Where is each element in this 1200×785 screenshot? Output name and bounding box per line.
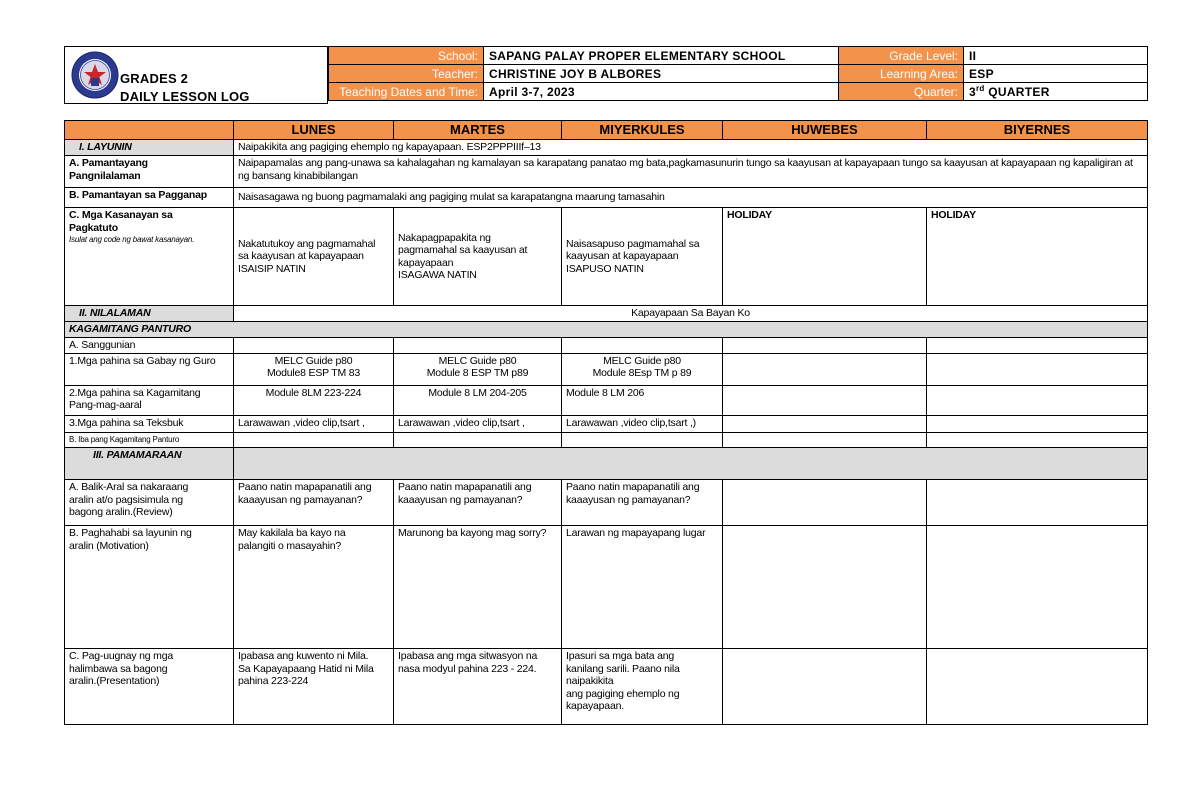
day-header-martes: MARTES xyxy=(394,121,562,140)
table-row xyxy=(65,448,1148,480)
quarter-num: 3 xyxy=(969,85,976,99)
iba-huwebes xyxy=(723,432,927,448)
iba-label: B. Iba pang Kagamitang Panturo xyxy=(65,432,234,448)
table-row xyxy=(65,140,1148,156)
kagamitan-label: KAGAMITANG PANTURO xyxy=(65,321,1148,337)
iba-martes xyxy=(394,432,562,448)
grade-level-value: II xyxy=(964,47,1148,65)
gabay-biyernes xyxy=(927,353,1148,385)
header-title-box xyxy=(64,46,328,104)
pamantayang-text: Naipapamalas ang pang-unawa sa kahalagahan ng kamalayan sa karapatang panatao mg bata,pagkamasunurin tungo sa kaayusan at kapayapaan tungo sa kaayusan at kapayapaan ng kapaligiran at ng bansang kinabibilangan xyxy=(234,156,1148,188)
school-value: SAPANG PALAY PROPER ELEMENTARY SCHOOL xyxy=(484,47,839,65)
gabay-label: 1.Mga pahina sa Gabay ng Guro xyxy=(65,353,234,385)
table-row xyxy=(65,526,1148,649)
paghahabi-lunes: May kakilala ba kayo na palangiti o masayahin? xyxy=(234,526,394,649)
nilalaman-label: II. NILALAMAN xyxy=(65,306,234,322)
table-row xyxy=(65,321,1148,337)
sanggunian-miyerkules xyxy=(562,337,723,353)
balik-miyerkules: Paano natin mapapanatili ang kaaayusan ng pamayanan? xyxy=(562,480,723,526)
kasanayan-biyernes: HOLIDAY xyxy=(927,208,1148,306)
kasanayan-label: C. Mga Kasanayan sa Pagkatuto xyxy=(69,209,173,234)
teksbuk-biyernes xyxy=(927,415,1148,432)
kagamitang-label: 2.Mga pahina sa Kagamitang Pang-mag-aaral xyxy=(65,385,234,415)
teacher-label: Teacher: xyxy=(329,65,484,83)
kasanayan-note: Isulat ang code ng bawat kasanayan. xyxy=(69,235,195,244)
gabay-miyerkules: MELC Guide p80 Module 8Esp TM p 89 xyxy=(562,353,723,385)
teacher-value: CHRISTINE JOY B ALBORES xyxy=(484,65,839,83)
day-header-huwebes: HUWEBES xyxy=(723,121,927,140)
table-row xyxy=(65,353,1148,385)
paghahabi-huwebes xyxy=(723,526,927,649)
iba-miyerkules xyxy=(562,432,723,448)
kagamitang-biyernes xyxy=(927,385,1148,415)
dates-label: Teaching Dates and Time: xyxy=(329,83,484,101)
quarter-rest: QUARTER xyxy=(984,85,1050,99)
day-header-biyernes: BIYERNES xyxy=(927,121,1148,140)
teksbuk-martes: Larawawan ,video clip,tsart , xyxy=(394,415,562,432)
balik-martes: Paano natin mapapanatili ang kaaayusan ng pamayanan? xyxy=(394,480,562,526)
table-row xyxy=(65,480,1148,526)
paghahabi-miyerkules: Larawan ng mapayapang lugar xyxy=(562,526,723,649)
kagamitang-miyerkules: Module 8 LM 206 xyxy=(562,385,723,415)
pamamaraan-label: III. PAMAMARAAN xyxy=(65,448,234,480)
pag-uugnay-huwebes xyxy=(723,649,927,725)
paghahabi-label: B. Paghahabi sa layunin ng aralin (Motivation) xyxy=(65,526,234,649)
pagganap-text: Naisasagawa ng buong pagmamalaki ang pagiging mulat sa karapatangna maarung tamasahin xyxy=(234,188,1148,208)
kasanayan-miyerkules: Naisasapuso pagmamahal sa kaayusan at kapayapaan ISAPUSO NATIN xyxy=(562,208,723,306)
balik-huwebes xyxy=(723,480,927,526)
table-row xyxy=(65,306,1148,322)
iba-lunes xyxy=(234,432,394,448)
sanggunian-lunes xyxy=(234,337,394,353)
header-info-table xyxy=(328,46,1148,101)
gabay-lunes: MELC Guide p80 Module8 ESP TM 83 xyxy=(234,353,394,385)
teksbuk-label: 3.Mga pahina sa Teksbuk xyxy=(65,415,234,432)
kagamitang-lunes: Module 8LM 223-224 xyxy=(234,385,394,415)
pamantayang-label: A. Pamantayang Pangnilalaman xyxy=(65,156,234,188)
deped-seal-icon xyxy=(71,51,119,99)
pag-uugnay-lunes: Ipabasa ang kuwento ni Mila. Sa Kapayapaang Hatid ni Mila pahina 223-224 xyxy=(234,649,394,725)
table-row xyxy=(65,156,1148,188)
table-row xyxy=(65,432,1148,448)
layunin-text: Naipakikita ang pagiging ehemplo ng kapayapaan. ESP2PPPIIIf–13 xyxy=(234,140,1148,156)
kasanayan-label-cell xyxy=(65,208,234,306)
grade-level-label: Grade Level: xyxy=(839,47,964,65)
gabay-martes: MELC Guide p80 Module 8 ESP TM p89 xyxy=(394,353,562,385)
paghahabi-martes: Marunong ba kayong mag sorry? xyxy=(394,526,562,649)
learning-area-label: Learning Area: xyxy=(839,65,964,83)
teksbuk-lunes: Larawawan ,video clip,tsart , xyxy=(234,415,394,432)
pagganap-label: B. Pamantayan sa Pagganap xyxy=(65,188,234,208)
sanggunian-biyernes xyxy=(927,337,1148,353)
table-row xyxy=(65,337,1148,353)
sanggunian-label: A. Sanggunian xyxy=(65,337,234,353)
kagamitang-huwebes xyxy=(723,385,927,415)
quarter-sup: rd xyxy=(975,84,985,93)
day-header-blank xyxy=(65,121,234,140)
paghahabi-biyernes xyxy=(927,526,1148,649)
quarter-label: Quarter: xyxy=(839,83,964,101)
iba-biyernes xyxy=(927,432,1148,448)
table-row xyxy=(65,415,1148,432)
pag-uugnay-martes: Ipabasa ang mga sitwasyon na nasa modyul pahina 223 - 224. xyxy=(394,649,562,725)
dates-value: April 3-7, 2023 xyxy=(484,83,839,101)
learning-area-value: ESP xyxy=(964,65,1148,83)
sanggunian-martes xyxy=(394,337,562,353)
quarter-value xyxy=(964,83,1148,101)
balik-label: A. Balik-Aral sa nakaraang aralin at/o pagsisimula ng bagong aralin.(Review) xyxy=(65,480,234,526)
sanggunian-huwebes xyxy=(723,337,927,353)
day-header-lunes: LUNES xyxy=(234,121,394,140)
school-label: School: xyxy=(329,47,484,65)
grade-title: GRADES 2 xyxy=(120,71,189,86)
gabay-huwebes xyxy=(723,353,927,385)
log-title: DAILY LESSON LOG xyxy=(120,89,250,104)
table-row xyxy=(65,649,1148,725)
table-row xyxy=(65,208,1148,306)
day-header-miyerkules: MIYERKULES xyxy=(562,121,723,140)
balik-lunes: Paano natin mapapanatili ang kaaayusan ng pamayanan? xyxy=(234,480,394,526)
layunin-label: I. LAYUNIN xyxy=(65,140,234,156)
day-header-row xyxy=(65,121,1148,140)
balik-biyernes xyxy=(927,480,1148,526)
pag-uugnay-label: C. Pag-uugnay ng mga halimbawa sa bagong aralin.(Presentation) xyxy=(65,649,234,725)
pag-uugnay-miyerkules: Ipasuri sa mga bata ang kanilang sarili. Paano nila naipakikita ang pagiging ehemplo ng kapayapaan. xyxy=(562,649,723,725)
nilalaman-text: Kapayapaan Sa Bayan Ko xyxy=(234,306,1148,322)
kasanayan-lunes: Nakatutukoy ang pagmamahal sa kaayusan at kapayapaan ISAISIP NATIN xyxy=(234,208,394,306)
teksbuk-miyerkules: Larawawan ,video clip,tsart ,) xyxy=(562,415,723,432)
lesson-log-table xyxy=(64,120,1148,725)
kagamitang-martes: Module 8 LM 204-205 xyxy=(394,385,562,415)
pag-uugnay-biyernes xyxy=(927,649,1148,725)
table-row xyxy=(65,188,1148,208)
kasanayan-martes: Nakapagpapakita ng pagmamahal sa kaayusan at kapayapaan ISAGAWA NATIN xyxy=(394,208,562,306)
pamamaraan-fill xyxy=(234,448,1148,480)
teksbuk-huwebes xyxy=(723,415,927,432)
table-row xyxy=(65,385,1148,415)
kasanayan-huwebes: HOLIDAY xyxy=(723,208,927,306)
